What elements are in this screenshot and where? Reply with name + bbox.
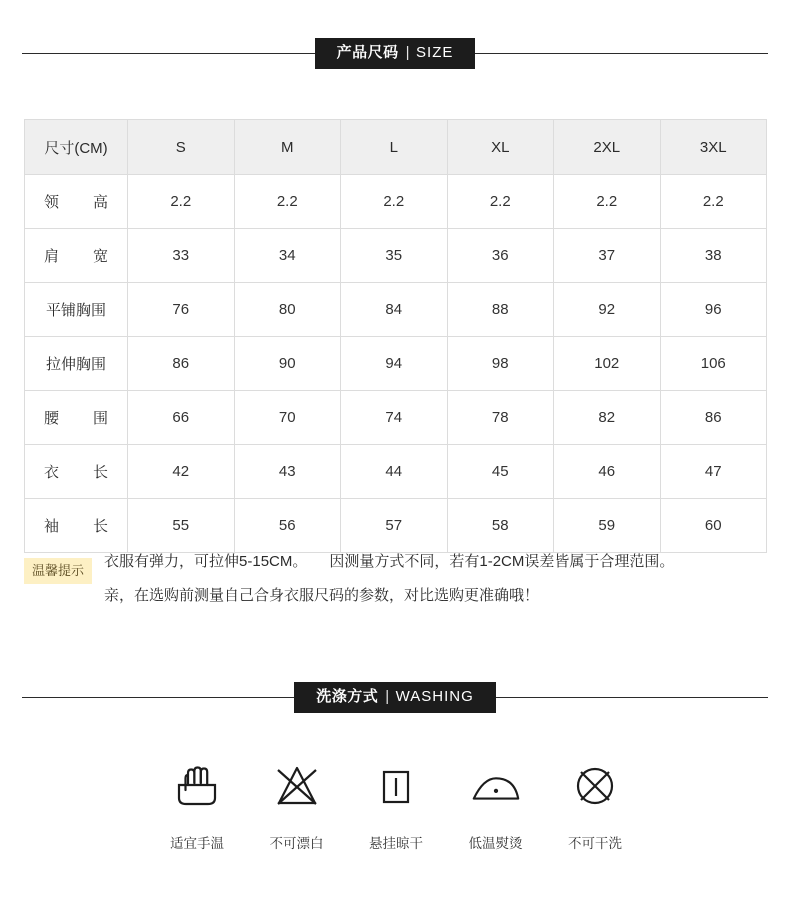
cell-value: 94 [341,337,448,391]
size-section-title-en: SIZE [416,44,454,61]
size-section-header [22,38,768,69]
drip-dry-hang-icon [368,762,424,812]
cell-value: 66 [128,391,235,445]
column-header-xl: XL [447,120,554,175]
cell-value: 88 [447,283,554,337]
cell-value: 70 [234,391,341,445]
tip-line-1-part-b: 因测量方式不同，若有1-2CM误差皆属于合理范围。 [329,553,675,570]
washing-item-low-temp-iron [449,762,543,852]
header-rule-right [475,53,768,54]
cell-value: 2.2 [341,175,448,229]
no-dry-clean-icon [567,762,623,812]
washing-item-label: 低温熨烫 [468,836,523,851]
washing-section-separator: | [385,688,390,705]
cell-value: 55 [128,499,235,553]
row-label [25,283,128,337]
cell-value: 86 [660,391,767,445]
tip-line-1 [104,545,770,579]
size-section-title-cn: 产品尺码 [336,44,399,61]
column-header-measure: 尺寸(CM) [25,120,128,175]
cell-value: 78 [447,391,554,445]
washing-section-header [22,682,768,713]
washing-section-label [294,682,496,713]
cell-value: 59 [554,499,661,553]
cell-value: 38 [660,229,767,283]
row-label-text: 平铺胸围 [45,302,106,319]
tip-line-2: 亲，在选购前测量自己合身衣服尺码的参数，对比选购更准确哦！ [104,587,540,604]
cell-value: 36 [447,229,554,283]
cell-value: 2.2 [128,175,235,229]
cell-value: 44 [341,445,448,499]
cell-value: 42 [128,445,235,499]
cell-value: 45 [447,445,554,499]
size-section-label [315,38,476,69]
table-header-row [25,120,767,175]
washing-item-hand-wash [150,762,244,852]
cell-value: 56 [234,499,341,553]
washing-item-no-dry-clean [548,762,642,852]
row-label-text: 肩 宽 [44,248,108,265]
cell-value: 2.2 [660,175,767,229]
column-header-3xl: 3XL [660,120,767,175]
low-temp-iron-icon [468,762,524,812]
row-label-text: 拉伸胸围 [45,356,106,373]
row-label-text: 袖 长 [44,518,108,535]
column-header-s: S [128,120,235,175]
table-row [25,229,767,283]
hand-wash-icon [169,762,225,812]
washing-section-title-en: WASHING [395,688,474,705]
column-header-m: M [234,120,341,175]
cell-value: 102 [554,337,661,391]
row-label [25,445,128,499]
washing-item-no-bleach [250,762,344,852]
tip-block [24,545,770,613]
cell-value: 90 [234,337,341,391]
washing-item-label: 适宜手温 [170,836,224,851]
cell-value: 98 [447,337,554,391]
row-label [25,229,128,283]
washing-item-drip-dry-hang [349,762,443,852]
cell-value: 2.2 [234,175,341,229]
table-row [25,391,767,445]
table-row [25,337,767,391]
row-label [25,391,128,445]
table-row [25,175,767,229]
row-label [25,337,128,391]
cell-value: 106 [660,337,767,391]
column-header-l: L [341,120,448,175]
tip-text [104,545,770,613]
cell-value: 2.2 [554,175,661,229]
cell-value: 74 [341,391,448,445]
cell-value: 2.2 [447,175,554,229]
tip-line-1-part-a: 衣服有弹力，可拉伸5-15CM。 [104,553,308,570]
header-rule-left [22,697,294,698]
cell-value: 96 [660,283,767,337]
cell-value: 76 [128,283,235,337]
cell-value: 57 [341,499,448,553]
cell-value: 37 [554,229,661,283]
cell-value: 47 [660,445,767,499]
header-rule-left [22,53,315,54]
cell-value: 34 [234,229,341,283]
table-row [25,283,767,337]
washing-item-label: 不可漂白 [269,836,324,851]
cell-value: 84 [341,283,448,337]
cell-value: 60 [660,499,767,553]
size-section-separator: | [405,44,411,61]
cell-value: 43 [234,445,341,499]
row-label-text: 腰 围 [44,410,108,427]
washing-section-title-cn: 洗涤方式 [316,688,379,705]
header-rule-right [496,697,768,698]
washing-instructions-row [150,762,642,852]
cell-value: 58 [447,499,554,553]
cell-value: 92 [554,283,661,337]
cell-value: 46 [554,445,661,499]
column-header-2xl: 2XL [554,120,661,175]
size-table [24,119,767,553]
cell-value: 82 [554,391,661,445]
no-bleach-icon [269,762,325,812]
row-label-text: 衣 长 [44,464,108,481]
cell-value: 80 [234,283,341,337]
cell-value: 35 [341,229,448,283]
table-row [25,445,767,499]
washing-item-label: 不可干洗 [568,836,622,851]
cell-value: 86 [128,337,235,391]
washing-item-label: 悬挂晾干 [369,836,423,851]
row-label [25,175,128,229]
tip-badge: 温馨提示 [24,558,92,584]
cell-value: 33 [128,229,235,283]
row-label-text: 领 高 [44,194,108,211]
